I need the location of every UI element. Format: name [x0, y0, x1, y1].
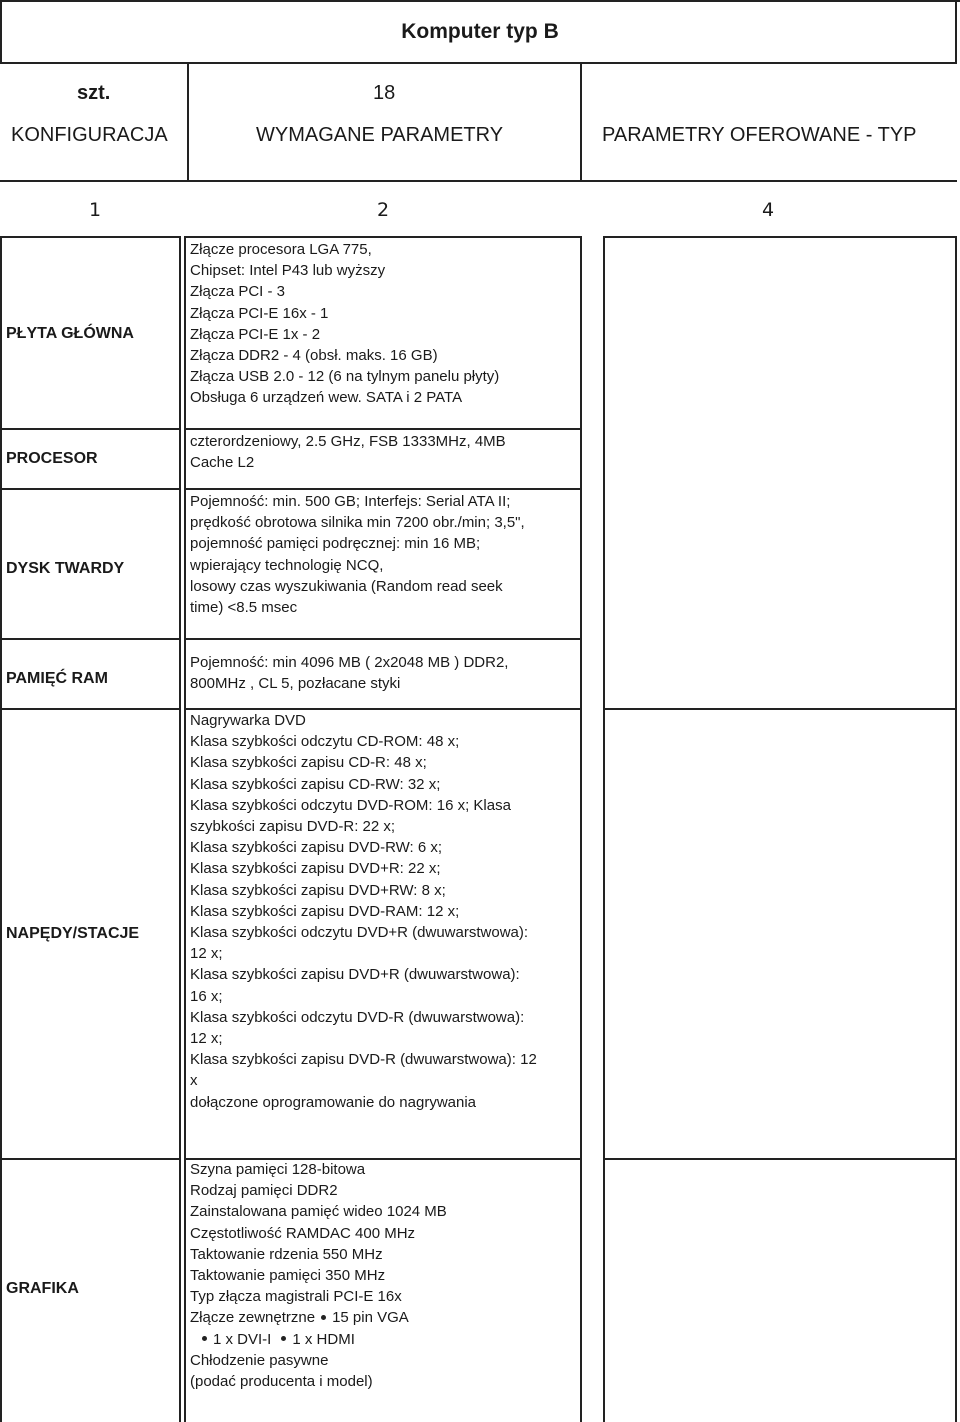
row-label-cpu: PROCESOR [6, 450, 98, 467]
row-desc-cpu: czterordzeniowy, 2.5 GHz, FSB 1333MHz, 4MB Cache L2 [190, 433, 506, 472]
row-desc-graphics: Szyna pamięci 128-bitowa Rodzaj pamięci DDR2 Zainstalowana pamięć wideo 1024 MB Częstotliwość RAMDAC 400 MHz Taktowanie rdzenia 550 MHz Taktowanie pamięci 350 MHz Typ złącza magistrali PCI-E 16x Złącze zewnętrzne 15 pin VGA 1 x DVI-I 1 x HDMI Chłodzenie pasywne (podać producenta i model) [190, 1161, 447, 1391]
row-desc-ram: Pojemność: min 4096 MB ( 2x2048 MB ) DDR2, 800MHz , CL 5, pozłacane styki [190, 654, 509, 693]
row-label-graphics: GRAFIKA [6, 1280, 79, 1297]
connector-list-line: 1 x DVI-I 1 x HDMI [190, 1329, 447, 1350]
row-desc-drives: Nagrywarka DVD Klasa szybkości odczytu CD-ROM: 48 x; Klasa szybkości zapisu CD-R: 48 x; Klasa szybkości zapisu CD-RW: 32 x; Klasa szybkości odczytu DVD-ROM: 16 x; Klasa szybkości zapisu DVD-R: 22 x; Klasa szybkości zapisu DVD-RW: 6 x; Klasa szybkości zapisu DVD+R: 22 x; Klasa szybkości zapisu DVD+RW: 8 x; Klasa szybkości zapisu DVD-RAM: 12 x; Klasa szybkości odczytu DVD+R (dwuwarstwowa): 12 x; Klasa szybkości zapisu DVD+R (dwuwarstwowa): 16 x; Klasa szybkości odczytu DVD-R (dwuwarstwowa): 12 x; Klasa szybkości zapisu DVD-R (dwuwarstwowa): 12 x dołączone oprogramowanie do nagrywania [190, 712, 537, 1111]
quantity-label: szt. [77, 82, 111, 104]
row-label-hdd: DYSK TWARDY [6, 560, 125, 577]
column-number-1: 1 [89, 199, 102, 221]
row-desc-mainboard: Złącze procesora LGA 775, Chipset: Intel P43 lub wyższy Złącza PCI - 3 Złącza PCI-E 16x - 1 Złącza PCI-E 1x - 2 Złącza DDR2 - 4 (obsł. maks. 16 GB) Złącza USB 2.0 - 12 (6 na tylnym panelu płyty) Obsługa 6 urządzeń wew. SATA i 2 PATA [190, 241, 500, 407]
connector-line: Złącze zewnętrzne 15 pin VGA [190, 1309, 409, 1327]
bullet-icon [321, 1315, 326, 1320]
row-label-drives: NAPĘDY/STACJE [6, 925, 140, 942]
bullet-icon [202, 1336, 207, 1341]
row-label-ram: PAMIĘĆ RAM [6, 670, 108, 687]
header-required: WYMAGANE PARAMETRY [256, 124, 504, 146]
bullet-icon [281, 1336, 286, 1341]
column-number-2: 2 [377, 199, 390, 221]
header-config: KONFIGURACJA [11, 124, 168, 146]
quantity-value: 18 [373, 82, 396, 104]
row-label-mainboard: PŁYTA GŁÓWNA [6, 325, 134, 342]
column-number-4: 4 [762, 199, 775, 221]
page-title: Komputer typ B [401, 20, 559, 43]
row-desc-hdd: Pojemność: min. 500 GB; Interfejs: Serial ATA II; prędkość obrotowa silnika min 7200 obr./min; 3,5", pojemność pamięci podręcznej: min 16 MB; wpierający technologię NCQ, losowy czas wyszukiwania (Random read seek time) <8.5 msec [190, 493, 525, 617]
header-offered: PARAMETRY OFEROWANE - TYP [602, 124, 917, 146]
